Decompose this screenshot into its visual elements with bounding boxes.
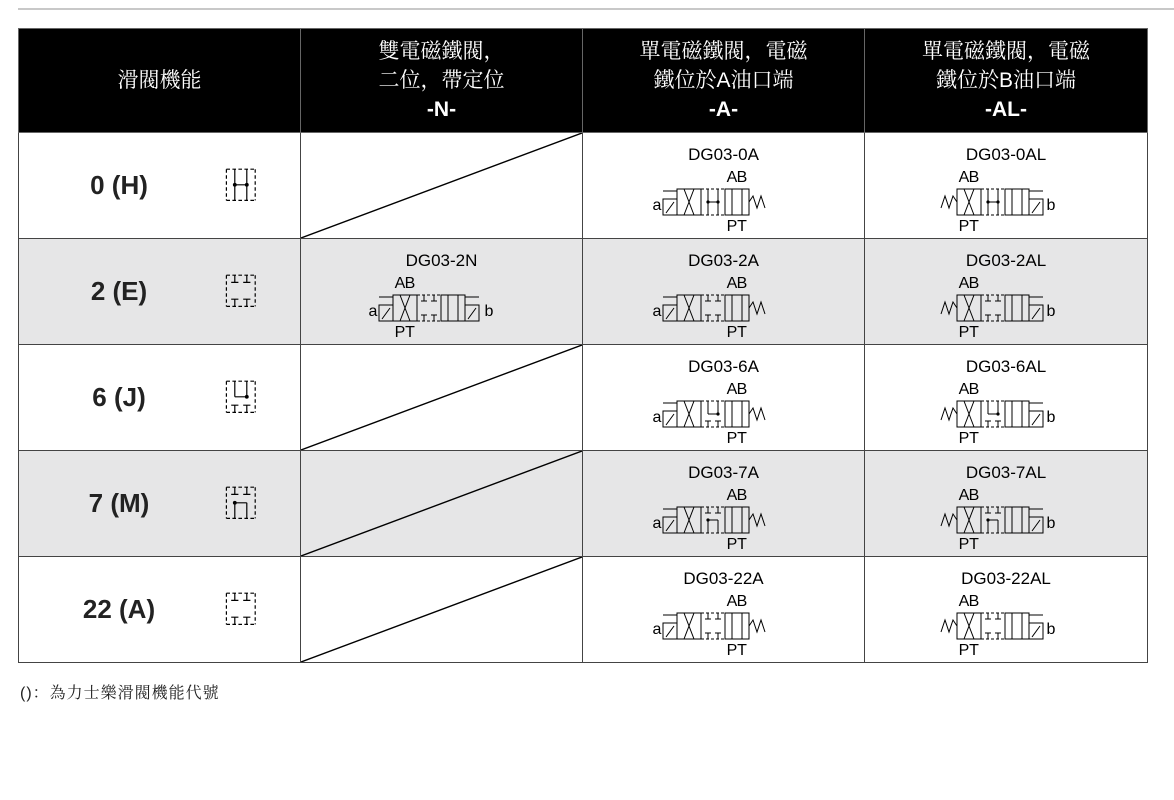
header-row (19, 29, 1148, 133)
port-label-P: P (958, 536, 970, 551)
model-cell-n (301, 239, 583, 345)
spool-icon (214, 159, 269, 212)
port-label-P: P (958, 218, 970, 233)
function-cell (19, 557, 301, 663)
port-label-T: T (736, 536, 747, 551)
port-label-a: a (652, 303, 661, 320)
model-cell-n (301, 451, 583, 557)
header-a (583, 29, 865, 133)
port-label-a: a (368, 303, 377, 320)
port-label-A: A (958, 169, 970, 186)
header-al-code: -AL- (985, 98, 1027, 121)
header-a-line1: 單電磁鐵閥，電磁 (639, 40, 808, 63)
port-label-a: a (652, 515, 661, 532)
port-label-b: b (1046, 621, 1056, 638)
function-cell (19, 239, 301, 345)
not-available-diagonal (301, 133, 582, 238)
port-label-a: a (652, 197, 661, 214)
port-label-B: B (968, 275, 980, 292)
model-number: DG03-2AL (965, 251, 1047, 270)
header-function-label: 滑閥機能 (117, 69, 202, 92)
not-available-diagonal (301, 557, 582, 662)
port-label-a: a (652, 621, 661, 638)
port-label-T: T (736, 642, 747, 657)
port-label-T: T (404, 324, 415, 339)
port-label-P: P (958, 430, 970, 445)
port-label-B: B (968, 487, 980, 504)
port-label-T: T (736, 430, 747, 445)
port-label-A: A (958, 275, 970, 292)
header-a-line2: 鐵位於A油口端 (653, 69, 794, 92)
model-cell-al (865, 239, 1148, 345)
model-cell-n (301, 133, 583, 239)
model-cell-n (301, 345, 583, 451)
port-label-P: P (958, 642, 970, 657)
port-label-a: a (652, 409, 661, 426)
port-label-B: B (736, 275, 747, 292)
valve-symbol (649, 377, 799, 445)
model-number: DG03-0A (688, 145, 759, 164)
model-cell-n (301, 557, 583, 663)
port-label-B: B (968, 169, 980, 186)
port-label-A: A (958, 487, 970, 504)
port-label-b: b (484, 303, 493, 320)
port-label-B: B (968, 381, 980, 398)
port-label-T: T (736, 218, 747, 233)
port-label-B: B (736, 169, 747, 186)
port-label-P: P (726, 218, 737, 233)
model-cell-a (583, 451, 865, 557)
header-al-line2: 鐵位於B油口端 (935, 69, 1076, 92)
model-number: DG03-22A (683, 569, 764, 588)
spool-code: 0 (H) (90, 170, 148, 200)
header-function (19, 29, 301, 133)
spool-function-table (18, 28, 1148, 663)
model-number: DG03-6AL (965, 357, 1047, 376)
model-number: DG03-0AL (965, 145, 1047, 164)
model-cell-a (583, 239, 865, 345)
valve-symbol (367, 271, 517, 339)
port-label-B: B (736, 593, 747, 610)
port-label-B: B (736, 381, 747, 398)
valve-symbol (931, 271, 1081, 339)
header-n-line1: 雙電磁鐵閥， (378, 40, 505, 63)
valve-symbol (649, 165, 799, 233)
valve-symbol (931, 483, 1081, 551)
valve-symbol (931, 589, 1081, 657)
port-label-b: b (1046, 515, 1056, 532)
not-available-diagonal (301, 345, 582, 450)
port-label-P: P (958, 324, 970, 339)
function-cell (19, 133, 301, 239)
header-n-line2: 二位，帶定位 (378, 69, 505, 92)
spool-code: 6 (J) (92, 382, 146, 412)
header-al (865, 29, 1148, 133)
model-number: DG03-7A (688, 463, 759, 482)
port-label-A: A (958, 593, 970, 610)
valve-symbol (649, 271, 799, 339)
model-number: DG03-6A (688, 357, 759, 376)
port-label-T: T (969, 218, 979, 233)
model-cell-al (865, 451, 1148, 557)
port-label-B: B (404, 275, 415, 292)
port-label-B: B (736, 487, 747, 504)
port-label-A: A (394, 275, 405, 292)
port-label-T: T (969, 642, 979, 657)
spool-icon (214, 265, 269, 318)
port-label-A: A (726, 593, 737, 610)
valve-symbol (649, 589, 799, 657)
table-row (19, 557, 1148, 663)
port-label-T: T (969, 430, 979, 445)
model-cell-a (583, 345, 865, 451)
spool-icon (214, 477, 269, 530)
port-label-P: P (394, 324, 405, 339)
port-label-A: A (726, 169, 737, 186)
port-label-T: T (969, 536, 979, 551)
port-label-A: A (726, 275, 737, 292)
spool-code: 2 (E) (90, 276, 148, 306)
spool-code: 7 (M) (88, 488, 150, 518)
port-label-A: A (726, 487, 737, 504)
port-label-b: b (1046, 303, 1056, 320)
top-rule (18, 8, 1174, 10)
header-n (301, 29, 583, 133)
spool-icon (214, 583, 269, 636)
header-al-line1: 單電磁鐵閥，電磁 (922, 40, 1090, 63)
header-a-code: -A- (708, 98, 739, 121)
table-row (19, 133, 1148, 239)
valve-symbol (649, 483, 799, 551)
table-row (19, 451, 1148, 557)
not-available-diagonal (301, 451, 582, 556)
model-number: DG03-2A (688, 251, 759, 270)
model-number: DG03-2N (405, 251, 478, 270)
port-label-T: T (736, 324, 747, 339)
port-label-T: T (969, 324, 979, 339)
function-cell (19, 345, 301, 451)
port-label-B: B (968, 593, 980, 610)
port-label-b: b (1046, 409, 1056, 426)
port-label-P: P (726, 642, 737, 657)
model-cell-al (865, 133, 1148, 239)
model-cell-a (583, 133, 865, 239)
port-label-P: P (726, 430, 737, 445)
function-cell (19, 451, 301, 557)
port-label-b: b (1046, 197, 1056, 214)
port-label-A: A (726, 381, 737, 398)
model-number: DG03-22AL (961, 569, 1051, 588)
model-cell-a (583, 557, 865, 663)
model-number: DG03-7AL (965, 463, 1047, 482)
model-cell-al (865, 557, 1148, 663)
spool-icon (214, 371, 269, 424)
table-row (19, 345, 1148, 451)
port-label-P: P (726, 324, 737, 339)
port-label-P: P (726, 536, 737, 551)
spool-code: 22 (A) (82, 594, 156, 624)
footnote: ()：為力士樂滑閥機能代號 (20, 685, 220, 702)
valve-symbol (931, 377, 1081, 445)
table-row (19, 239, 1148, 345)
port-label-A: A (958, 381, 970, 398)
header-n-code: -N- (426, 98, 457, 121)
model-cell-al (865, 345, 1148, 451)
valve-symbol (931, 165, 1081, 233)
